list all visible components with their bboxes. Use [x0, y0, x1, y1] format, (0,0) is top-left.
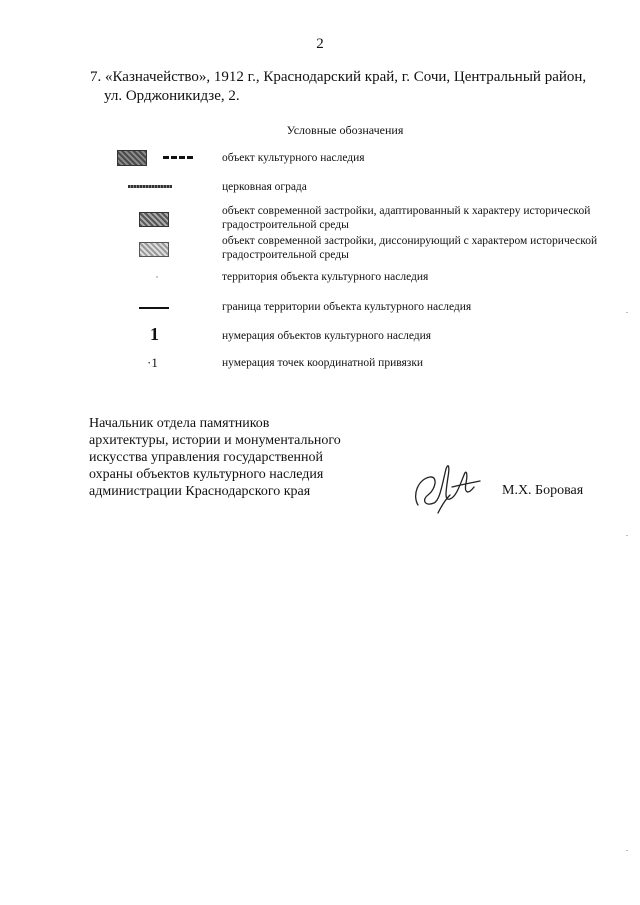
position-line: охраны объектов культурного наследия: [89, 467, 324, 482]
heritage-territory-icon: [156, 276, 158, 278]
margin-tick: [626, 312, 628, 313]
cultural-heritage-object-icon: [117, 150, 147, 166]
adapted-building-icon: [139, 212, 169, 227]
position-line: архитектуры, истории и монументального: [89, 433, 341, 448]
point-numbering-label: ·1: [147, 355, 158, 370]
handwritten-signature: [408, 455, 488, 517]
position-line: искусства управления государственной: [89, 450, 324, 465]
dissonant-building-icon: [139, 242, 169, 257]
legend-text: нумерация точек координатной привязки: [222, 357, 424, 369]
position-line: администрации Краснодарского края: [89, 484, 311, 499]
heritage-item: [90, 68, 610, 106]
signature-position: [89, 415, 389, 500]
margin-tick: [626, 535, 628, 536]
heritage-item-line2: ул. Орджоникидзе, 2.: [104, 88, 240, 104]
dashed-line-icon: [163, 156, 193, 159]
legend-text: церковная ограда: [222, 181, 307, 193]
object-numbering-label: 1: [150, 324, 159, 344]
legend-text: объект современной застройки, диссонирующий с характером исторической градостроительной среды: [222, 235, 598, 261]
legend-title: Условные обозначения: [286, 123, 404, 137]
legend-text: граница территории объекта культурного наследия: [222, 301, 472, 313]
page-number: 2: [316, 36, 324, 52]
legend-text: нумерация объектов культурного наследия: [222, 330, 432, 342]
position-line: Начальник отдела памятников: [89, 416, 270, 431]
legend-text: территория объекта культурного наследия: [222, 271, 429, 283]
territory-boundary-icon: [139, 307, 169, 309]
heritage-item-line1: 7. «Казначейство», 1912 г., Краснодарский край, г. Сочи, Центральный район,: [90, 69, 587, 85]
signature-name: М.Х. Боровая: [502, 483, 584, 498]
legend-text: объект современной застройки, адаптированный к характеру исторической градостроительной среды: [222, 205, 591, 231]
church-fence-icon: [128, 185, 172, 188]
margin-tick: [626, 850, 628, 851]
legend-text: объект культурного наследия: [222, 152, 365, 164]
